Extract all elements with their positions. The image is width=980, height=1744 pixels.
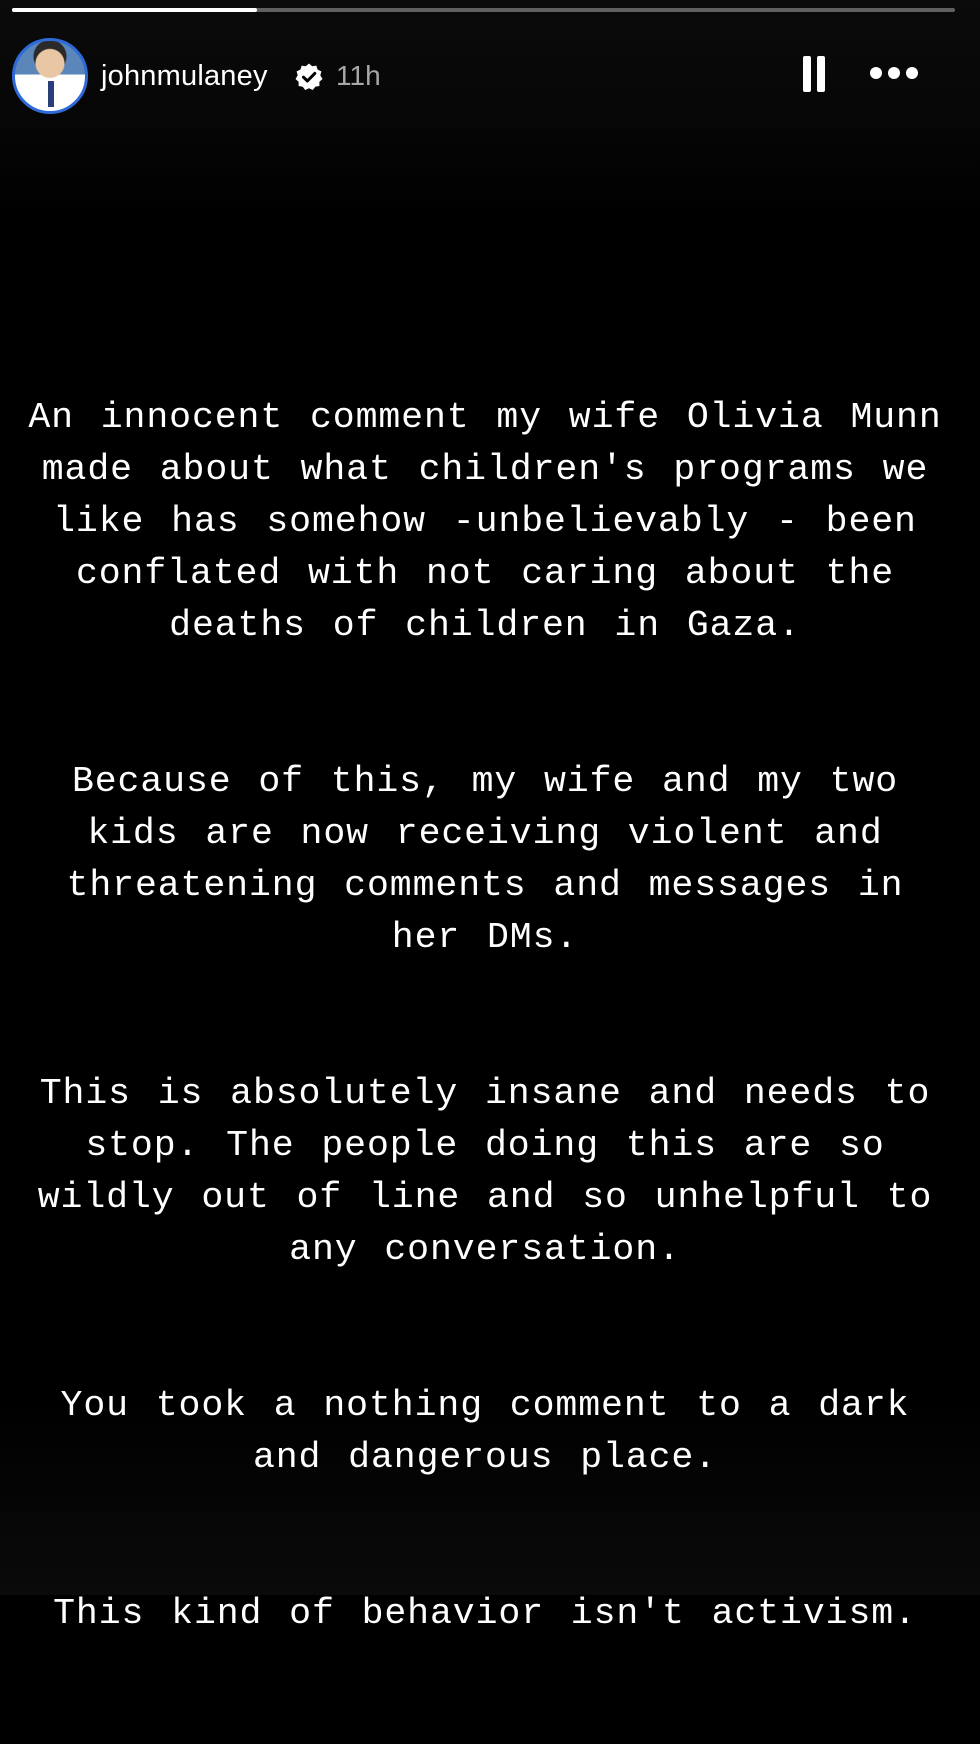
more-options-icon[interactable] xyxy=(870,65,918,81)
post-time: 11h xyxy=(336,60,381,91)
story-progress-fill xyxy=(12,8,257,12)
story-paragraph: Because of this, my wife and my two kids are now receiving violent and threatening comments and messages in her DMs. xyxy=(66,761,904,958)
pause-icon[interactable] xyxy=(802,56,828,92)
story-progress-bar xyxy=(12,8,955,12)
verified-badge-icon xyxy=(294,62,324,92)
story-paragraph: This is absolutely insane and needs to stop. The people doing this are so wildly out of line and so unhelpful to any conversation. xyxy=(37,1073,933,1270)
username[interactable]: johnmulaney xyxy=(101,60,268,92)
story-paragraph: This kind of behavior isn't activism. xyxy=(53,1593,917,1634)
story-paragraph: An innocent comment my wife Olivia Munn made about what children's programs we like has somehow -unbelievably - been conflated with not caring about the deaths of children in Gaza. xyxy=(28,397,942,646)
story-paragraph: You took a nothing comment to a dark and dangerous place. xyxy=(60,1385,910,1478)
story-text xyxy=(10,340,960,1744)
story-header xyxy=(12,38,955,114)
avatar[interactable] xyxy=(12,38,88,114)
